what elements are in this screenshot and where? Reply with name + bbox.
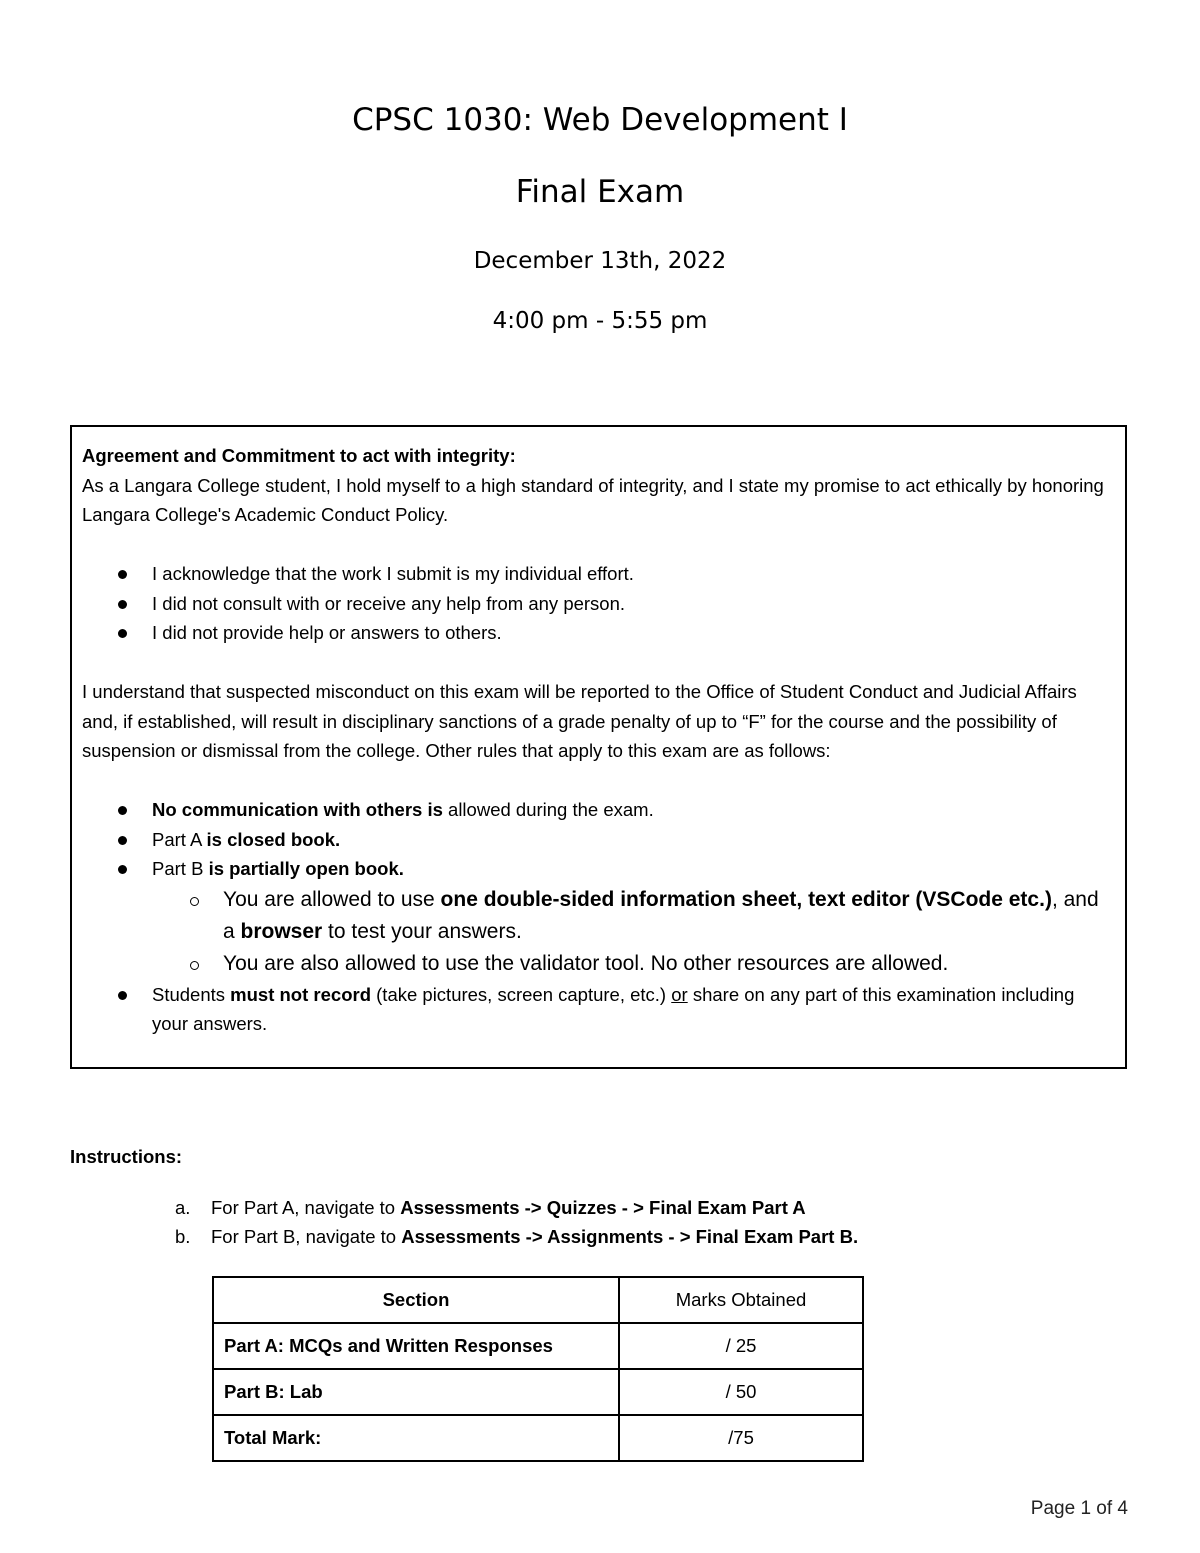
acknowledgement-list (82, 559, 1115, 648)
acknowledgement-item: I did not consult with or receive any help from any person. (82, 589, 1115, 619)
table-header-cell: Marks Obtained (619, 1277, 863, 1323)
rule-part-b: Part B is partially open book. (82, 854, 1115, 884)
table-cell: Part B: Lab (213, 1369, 619, 1415)
table-cell: Part A: MCQs and Written Responses (213, 1323, 619, 1369)
acknowledgement-item: I acknowledge that the work I submit is my individual effort. (82, 559, 1115, 589)
table-cell: /75 (619, 1415, 863, 1461)
acknowledgement-item: I did not provide help or answers to others. (82, 618, 1115, 648)
table-header-row (213, 1277, 863, 1323)
table-row (213, 1415, 863, 1461)
course-title: CPSC 1030: Web Development I (352, 102, 848, 138)
table-cell: Total Mark: (213, 1415, 619, 1461)
misconduct-statement: I understand that suspected misconduct on this exam will be reported to the Office of Student Conduct and Judicial Affairs and, if established, will result in disciplinary sanctions of a grade penalty of up to “F” for the course and the possibility of suspension or dismissal from the college. Other rules that apply to this exam are as follows: (82, 681, 1077, 761)
integrity-intro: As a Langara College student, I hold myself to a high standard of integrity, and I state my promise to act ethically by honoring Langara College's Academic Conduct Policy. (82, 474, 1104, 525)
instruction-part-b: b. For Part B, navigate to Assessments -> Assignments - > Final Exam Part B. (175, 1226, 859, 1247)
rule-no-communication: No communication with others is allowed during the exam. (82, 795, 1115, 825)
table-cell: / 25 (619, 1323, 863, 1369)
instruction-part-a: a. For Part A, navigate to Assessments -> Quizzes - > Final Exam Part A (175, 1197, 806, 1218)
rule-validator-tool: You are also allowed to use the validator tool. No other resources are allowed. (82, 948, 1115, 980)
rule-no-recording: Students must not record (take pictures, screen capture, etc.) or share on any part of this examination including your answers. (82, 980, 1115, 1039)
table-row (213, 1323, 863, 1369)
page-number: Page 1 of 4 (1030, 1498, 1128, 1519)
exam-date: December 13th, 2022 (473, 248, 727, 274)
rule-part-a: Part A is closed book. (82, 825, 1115, 855)
instructions-heading: Instructions: (70, 1146, 183, 1167)
marks-table (212, 1276, 864, 1462)
table-header-cell: Section (213, 1277, 619, 1323)
exam-title: Final Exam (515, 174, 685, 210)
integrity-heading: Agreement and Commitment to act with integrity: (82, 445, 516, 466)
integrity-agreement-box (70, 425, 1127, 1069)
table-cell: / 50 (619, 1369, 863, 1415)
exam-rules-list (82, 795, 1115, 1039)
exam-time: 4:00 pm - 5:55 pm (492, 308, 708, 334)
table-row (213, 1369, 863, 1415)
rule-allowed-resources: You are allowed to use one double-sided information sheet, text editor (VSCode etc.), and a browser to test your answers. (82, 884, 1115, 948)
